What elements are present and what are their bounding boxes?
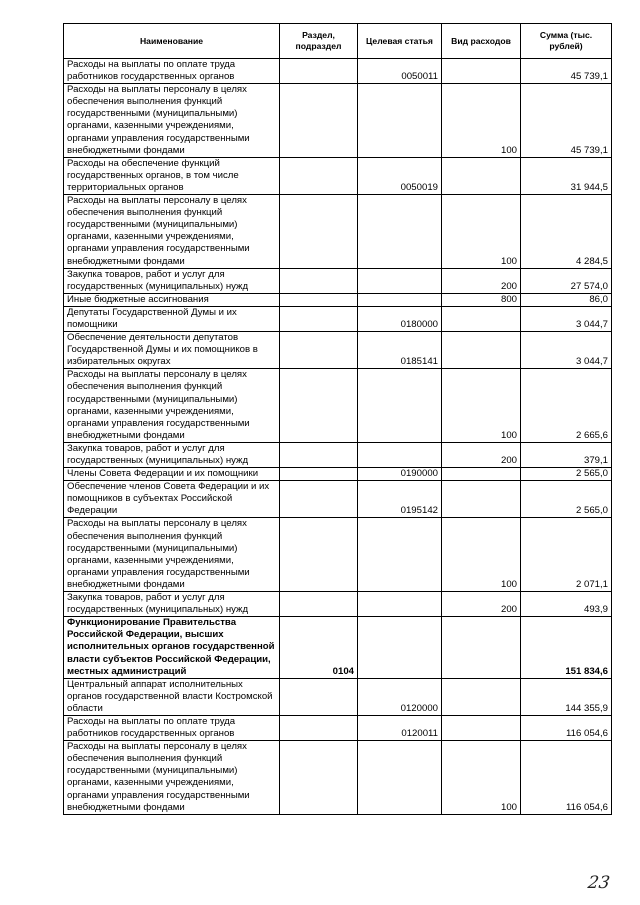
cell-section	[280, 293, 358, 306]
cell-name: Закупка товаров, работ и услуг для государственных (муниципальных) нужд	[64, 442, 280, 467]
cell-target	[358, 617, 442, 678]
cell-name: Обеспечение деятельности депутатов Государственной Думы и их помощников в избирательных округах	[64, 332, 280, 369]
table-row	[64, 442, 612, 467]
cell-name: Расходы на выплаты персоналу в целях обеспечения выполнения функций государственными (муниципальными) органами, казенными учреждениями, органами управления государственными внебюджетными фондами	[64, 84, 280, 158]
cell-target: 0050011	[358, 59, 442, 84]
cell-sum: 116 054,6	[521, 715, 612, 740]
cell-section	[280, 481, 358, 518]
cell-target	[358, 741, 442, 815]
cell-section	[280, 678, 358, 715]
cell-section	[280, 268, 358, 293]
cell-sum: 379,1	[521, 442, 612, 467]
cell-kind	[442, 481, 521, 518]
cell-name: Закупка товаров, работ и услуг для государственных (муниципальных) нужд	[64, 592, 280, 617]
cell-target: 0195142	[358, 481, 442, 518]
cell-target	[358, 442, 442, 467]
cell-sum: 86,0	[521, 293, 612, 306]
cell-name: Расходы на выплаты по оплате труда работников государственных органов	[64, 59, 280, 84]
cell-section	[280, 195, 358, 269]
cell-section: 0104	[280, 617, 358, 678]
cell-kind	[442, 468, 521, 481]
table-row	[64, 157, 612, 194]
cell-target	[358, 518, 442, 592]
cell-name: Иные бюджетные ассигнования	[64, 293, 280, 306]
header-kind: Вид расходов	[442, 24, 521, 59]
cell-kind: 100	[442, 195, 521, 269]
cell-sum: 45 739,1	[521, 84, 612, 158]
cell-target	[358, 592, 442, 617]
cell-section	[280, 369, 358, 443]
cell-section	[280, 442, 358, 467]
table-row	[64, 59, 612, 84]
cell-section	[280, 84, 358, 158]
header-name: Наименование	[64, 24, 280, 59]
table-row	[64, 481, 612, 518]
cell-kind: 800	[442, 293, 521, 306]
cell-section	[280, 741, 358, 815]
cell-section	[280, 59, 358, 84]
cell-name: Закупка товаров, работ и услуг для государственных (муниципальных) нужд	[64, 268, 280, 293]
table-row	[64, 678, 612, 715]
cell-section	[280, 157, 358, 194]
cell-target	[358, 268, 442, 293]
table-row	[64, 84, 612, 158]
page-number: 23	[586, 873, 612, 893]
cell-name: Расходы на выплаты персоналу в целях обеспечения выполнения функций государственными (муниципальными) органами, казенными учреждениями, органами управления государственными внебюджетными фондами	[64, 195, 280, 269]
cell-kind	[442, 59, 521, 84]
cell-name: Расходы на выплаты персоналу в целях обеспечения выполнения функций государственными (муниципальными) органами, казенными учреждениями, органами управления государственными внебюджетными фондами	[64, 369, 280, 443]
cell-target: 0120000	[358, 678, 442, 715]
budget-table	[63, 23, 612, 815]
cell-sum: 493,9	[521, 592, 612, 617]
cell-name: Функционирование Правительства Российской Федерации, высших исполнительных органов государственной власти субъектов Российской Федерации, местных администраций	[64, 617, 280, 678]
table-row	[64, 592, 612, 617]
cell-sum: 2 565,0	[521, 468, 612, 481]
cell-section	[280, 518, 358, 592]
cell-sum: 144 355,9	[521, 678, 612, 715]
cell-sum: 31 944,5	[521, 157, 612, 194]
cell-sum: 2 071,1	[521, 518, 612, 592]
cell-sum: 3 044,7	[521, 332, 612, 369]
cell-target	[358, 293, 442, 306]
cell-name: Центральный аппарат исполнительных органов государственной власти Костромской области	[64, 678, 280, 715]
cell-name: Расходы на обеспечение функций государственных органов, в том числе территориальных органов	[64, 157, 280, 194]
cell-name: Депутаты Государственной Думы и их помощники	[64, 306, 280, 331]
cell-sum: 27 574,0	[521, 268, 612, 293]
cell-name: Члены Совета Федерации и их помощники	[64, 468, 280, 481]
table-row	[64, 332, 612, 369]
cell-name: Расходы на выплаты персоналу в целях обеспечения выполнения функций государственными (муниципальными) органами, казенными учреждениями, органами управления государственными внебюджетными фондами	[64, 741, 280, 815]
table-row	[64, 715, 612, 740]
cell-kind	[442, 332, 521, 369]
cell-target: 0190000	[358, 468, 442, 481]
cell-kind: 100	[442, 84, 521, 158]
cell-target	[358, 369, 442, 443]
cell-kind	[442, 715, 521, 740]
cell-section	[280, 332, 358, 369]
cell-target: 0050019	[358, 157, 442, 194]
cell-sum: 3 044,7	[521, 306, 612, 331]
table-row	[64, 468, 612, 481]
cell-name: Расходы на выплаты персоналу в целях обеспечения выполнения функций государственными (муниципальными) органами, казенными учреждениями, органами управления государственными внебюджетными фондами	[64, 518, 280, 592]
table-body	[64, 59, 612, 815]
table-row	[64, 306, 612, 331]
cell-name: Обеспечение членов Совета Федерации и их помощников в субъектах Российской Федерации	[64, 481, 280, 518]
table-row	[64, 293, 612, 306]
cell-kind: 200	[442, 442, 521, 467]
cell-target: 0180000	[358, 306, 442, 331]
table-row	[64, 268, 612, 293]
cell-target: 0120011	[358, 715, 442, 740]
table-row	[64, 617, 612, 678]
cell-section	[280, 715, 358, 740]
cell-kind	[442, 306, 521, 331]
cell-target	[358, 195, 442, 269]
cell-section	[280, 468, 358, 481]
cell-sum: 151 834,6	[521, 617, 612, 678]
cell-section	[280, 306, 358, 331]
table-row	[64, 195, 612, 269]
cell-sum: 4 284,5	[521, 195, 612, 269]
cell-target: 0185141	[358, 332, 442, 369]
header-target: Целевая статья	[358, 24, 442, 59]
cell-kind: 100	[442, 369, 521, 443]
cell-target	[358, 84, 442, 158]
table-row	[64, 518, 612, 592]
table-row	[64, 741, 612, 815]
cell-kind: 100	[442, 518, 521, 592]
cell-sum: 2 665,6	[521, 369, 612, 443]
cell-kind	[442, 617, 521, 678]
cell-kind	[442, 157, 521, 194]
cell-name: Расходы на выплаты по оплате труда работников государственных органов	[64, 715, 280, 740]
header-sum: Сумма (тыс. рублей)	[521, 24, 612, 59]
cell-sum: 2 565,0	[521, 481, 612, 518]
cell-sum: 45 739,1	[521, 59, 612, 84]
header-section: Раздел, подраздел	[280, 24, 358, 59]
cell-kind: 200	[442, 268, 521, 293]
cell-kind: 100	[442, 741, 521, 815]
cell-sum: 116 054,6	[521, 741, 612, 815]
table-header-row	[64, 24, 612, 59]
cell-kind	[442, 678, 521, 715]
cell-kind: 200	[442, 592, 521, 617]
cell-section	[280, 592, 358, 617]
table-row	[64, 369, 612, 443]
